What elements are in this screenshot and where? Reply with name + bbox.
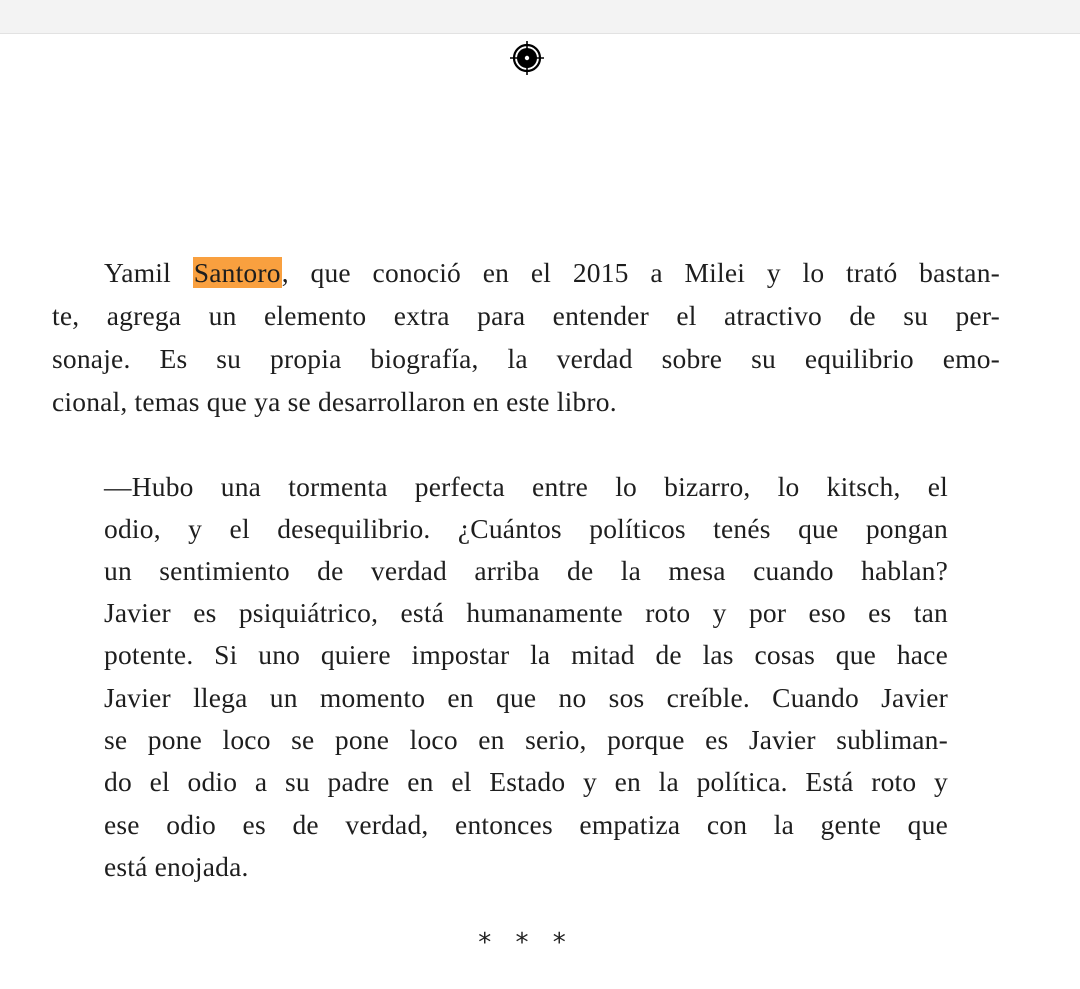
quote-line: se pone loco se pone loco en serio, porque es Javier subliman- [104, 724, 948, 755]
paragraph-line: sonaje. Es su propia biografía, la verdad sobre su equilibrio emo- [52, 343, 1000, 374]
quote-line: ese odio es de verdad, entonces empatiza con la gente que [104, 809, 948, 840]
paragraph-line: cional, temas que ya se desarrollaron en este libro. [52, 386, 617, 417]
paragraph-line: te, agrega un elemento extra para entender el atractivo de su per- [52, 300, 1000, 331]
quote-line: está enojada. [104, 851, 249, 882]
quote-line: odio, y el desequilibrio. ¿Cuántos políticos tenés que pongan [104, 513, 948, 544]
quote-line: do el odio a su padre en el Estado y en la política. Está roto y [104, 766, 948, 797]
quote-line: Javier llega un momento en que no sos creíble. Cuando Javier [104, 682, 948, 713]
quote-line: Javier es psiquiátrico, está humanamente roto y por eso es tan [104, 597, 948, 628]
quote-line: potente. Si uno quiere impostar la mitad de las cosas que hace [104, 639, 948, 670]
highlighted-text[interactable]: Santoro [193, 257, 281, 288]
paragraph-line [104, 252, 1000, 294]
quote-line: un sentimiento de verdad arriba de la mesa cuando hablan? [104, 555, 948, 586]
quote-line: —Hubo una tormenta perfecta entre lo bizarro, lo kitsch, el [104, 471, 948, 502]
text-span: Yamil [104, 257, 193, 288]
text-span: , que conoció en el 2015 a Milei y lo trató bastan- [281, 257, 1000, 288]
section-separator: * * * [478, 928, 574, 958]
